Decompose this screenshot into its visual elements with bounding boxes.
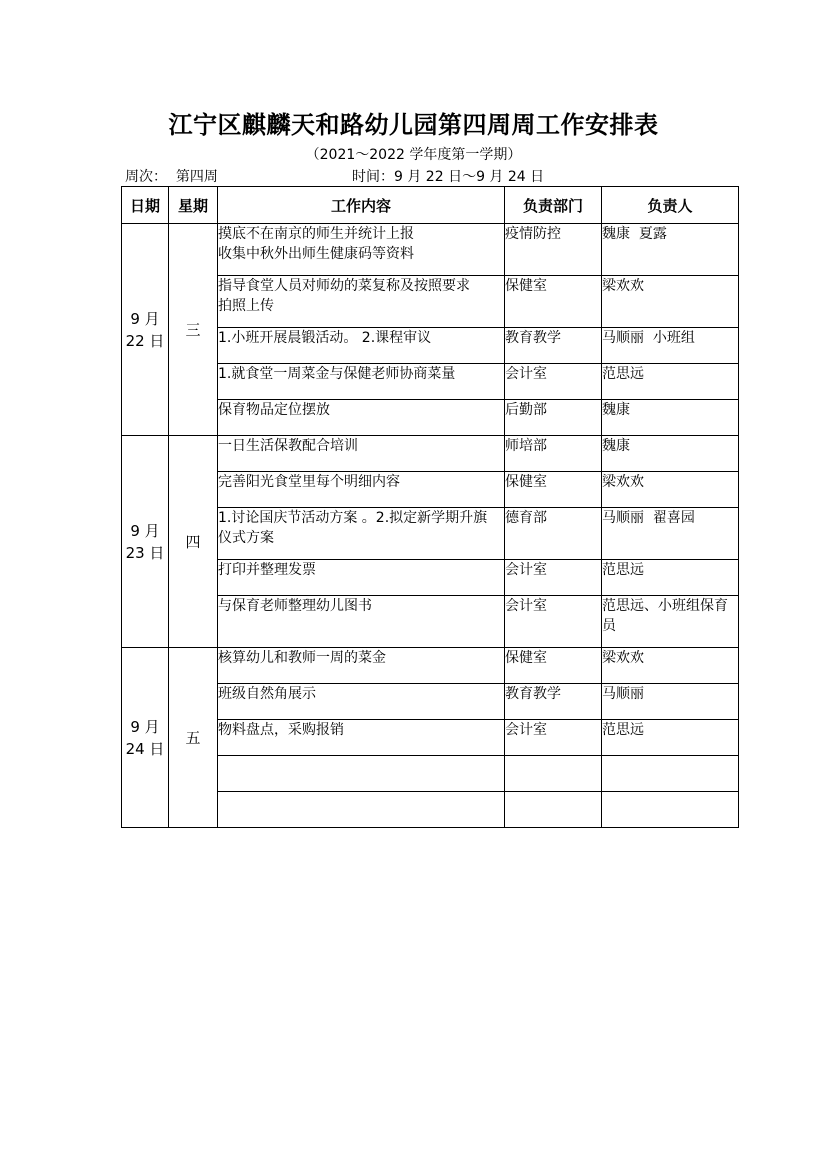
department-cell xyxy=(505,792,602,828)
work-content-line: 保育物品定位摆放 xyxy=(218,402,330,418)
work-content-line: 核算幼儿和教师一周的菜金 xyxy=(218,650,386,666)
work-content-line: 班级自然角展示 xyxy=(218,686,316,702)
header-department: 负责部门 xyxy=(505,187,602,224)
header-row xyxy=(122,187,739,224)
person-cell: 梁欢欢 xyxy=(602,276,739,328)
work-content-line: 仪式方案 xyxy=(218,530,274,546)
work-content-line: 与保育老师整理幼儿图书 xyxy=(218,598,372,614)
time-label: 时间：9 月 22 日～9 月 24 日 xyxy=(352,169,545,185)
work-content-cell xyxy=(218,436,505,472)
date-month: 9 月 xyxy=(130,521,160,540)
person-cell: 范思远、小班组保育员 xyxy=(602,596,739,648)
department-cell: 教育教学 xyxy=(505,328,602,364)
person-cell: 梁欢欢 xyxy=(602,648,739,684)
work-content-cell xyxy=(218,596,505,648)
date-day: 22 日 xyxy=(125,331,165,350)
date-cell xyxy=(122,648,169,828)
header-date: 日期 xyxy=(122,187,169,224)
person-cell: 魏康 夏露 xyxy=(602,224,739,276)
work-content-line: 1.讨论国庆节活动方案 。2.拟定新学期升旗 xyxy=(218,510,488,526)
work-content-cell xyxy=(218,328,505,364)
department-cell: 保健室 xyxy=(505,648,602,684)
department-cell: 德育部 xyxy=(505,508,602,560)
date-cell xyxy=(122,224,169,436)
week-label: 周次： 第四周 xyxy=(125,169,218,185)
schedule-body xyxy=(122,224,739,828)
person-cell xyxy=(602,756,739,792)
date-day: 23 日 xyxy=(125,543,165,562)
work-content-line: 完善阳光食堂里每个明细内容 xyxy=(218,474,400,490)
department-cell: 疫情防控 xyxy=(505,224,602,276)
header-person: 负责人 xyxy=(602,187,739,224)
department-cell: 后勤部 xyxy=(505,400,602,436)
work-content-line: 1.小班开展晨锻活动。 2.课程审议 xyxy=(218,330,432,346)
person-cell: 范思远 xyxy=(602,364,739,400)
work-content-cell xyxy=(218,472,505,508)
department-cell xyxy=(505,756,602,792)
department-cell: 会计室 xyxy=(505,720,602,756)
person-cell: 梁欢欢 xyxy=(602,472,739,508)
date-month: 9 月 xyxy=(130,717,160,736)
person-cell xyxy=(602,792,739,828)
work-content-cell xyxy=(218,684,505,720)
work-content-cell xyxy=(218,648,505,684)
work-content-cell xyxy=(218,792,505,828)
work-content-cell xyxy=(218,224,505,276)
person-cell: 范思远 xyxy=(602,720,739,756)
department-cell: 师培部 xyxy=(505,436,602,472)
date-day: 24 日 xyxy=(125,739,165,758)
work-content-cell xyxy=(218,400,505,436)
department-cell: 教育教学 xyxy=(505,684,602,720)
schedule-table xyxy=(121,186,739,828)
person-cell: 魏康 xyxy=(602,400,739,436)
semester-subtitle: （2021～2022 学年度第一学期） xyxy=(305,147,522,163)
work-content-cell xyxy=(218,720,505,756)
person-cell: 魏康 xyxy=(602,436,739,472)
header-weekday: 星期 xyxy=(169,187,218,224)
department-cell: 会计室 xyxy=(505,560,602,596)
work-content-line: 一日生活保教配合培训 xyxy=(218,438,358,454)
department-cell: 会计室 xyxy=(505,364,602,400)
weekday-cell: 三 xyxy=(169,224,218,436)
person-cell: 范思远 xyxy=(602,560,739,596)
work-content-cell xyxy=(218,508,505,560)
work-content-line: 拍照上传 xyxy=(218,298,274,314)
page-title: 江宁区麒麟天和路幼儿园第四周周工作安排表 xyxy=(168,110,659,139)
person-cell: 马顺丽 xyxy=(602,684,739,720)
work-content-line: 指导食堂人员对师幼的菜复称及按照要求 xyxy=(218,278,470,294)
header-content: 工作内容 xyxy=(218,187,505,224)
work-content-cell xyxy=(218,276,505,328)
work-content-cell xyxy=(218,364,505,400)
person-cell: 马顺丽 小班组 xyxy=(602,328,739,364)
work-content-cell xyxy=(218,560,505,596)
work-content-line: 打印并整理发票 xyxy=(218,562,316,578)
department-cell: 保健室 xyxy=(505,472,602,508)
weekday-cell: 五 xyxy=(169,648,218,828)
table-row xyxy=(122,436,739,472)
date-cell xyxy=(122,436,169,648)
work-content-line: 收集中秋外出师生健康码等资料 xyxy=(218,246,414,262)
department-cell: 会计室 xyxy=(505,596,602,648)
date-month: 9 月 xyxy=(130,309,160,328)
table-row xyxy=(122,224,739,276)
table-row xyxy=(122,648,739,684)
work-content-line: 摸底不在南京的师生并统计上报 xyxy=(218,226,414,242)
department-cell: 保健室 xyxy=(505,276,602,328)
work-content-cell xyxy=(218,756,505,792)
work-content-line: 1.就食堂一周菜金与保健老师协商菜量 xyxy=(218,366,456,382)
weekday-cell: 四 xyxy=(169,436,218,648)
person-cell: 马顺丽 翟喜园 xyxy=(602,508,739,560)
work-content-line: 物料盘点，采购报销 xyxy=(218,722,344,738)
